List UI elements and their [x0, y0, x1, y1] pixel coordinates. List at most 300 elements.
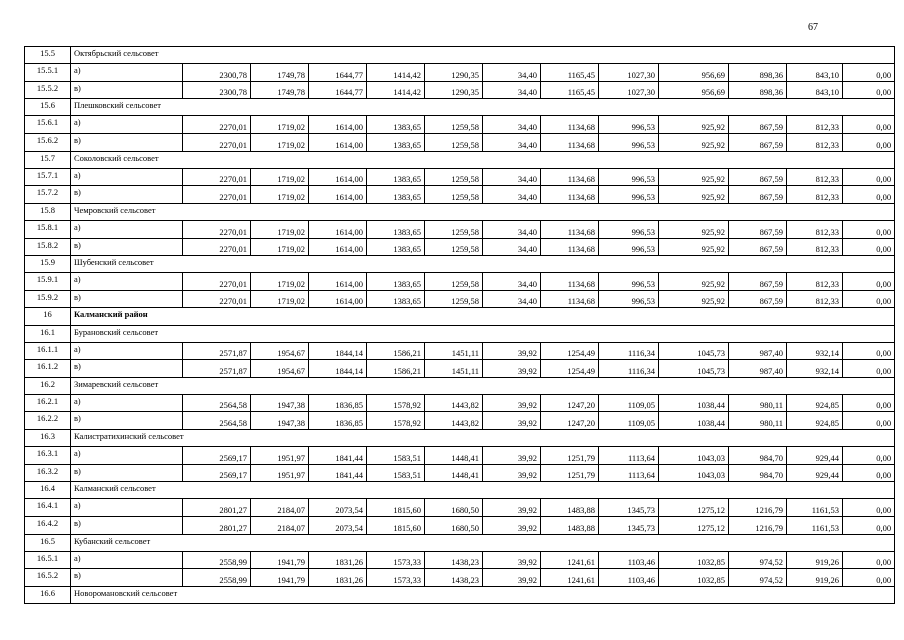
value-cell: 39,92 [483, 499, 541, 517]
value-cell: 2564,58 [183, 394, 251, 412]
value-cell: 1644,77 [309, 81, 367, 99]
value-cell: 1134,68 [541, 220, 599, 238]
value-cell: 984,70 [729, 464, 787, 482]
value-cell: 34,40 [483, 116, 541, 134]
value-cell: 1247,20 [541, 394, 599, 412]
value-cell: 0,00 [843, 569, 895, 587]
value-cell: 1027,30 [599, 81, 659, 99]
district-name: Калманский район [71, 308, 895, 325]
value-cell: 1941,79 [251, 569, 309, 587]
value-cell: 0,00 [843, 238, 895, 256]
row-label: в) [71, 186, 183, 204]
value-cell: 0,00 [843, 133, 895, 151]
value-cell: 1383,65 [367, 116, 425, 134]
value-cell: 1719,02 [251, 116, 309, 134]
table-row [25, 64, 895, 82]
value-cell: 1841,44 [309, 464, 367, 482]
value-cell: 1438,23 [425, 569, 483, 587]
row-label: а) [71, 116, 183, 134]
value-cell: 2571,87 [183, 360, 251, 378]
value-cell: 919,26 [787, 551, 843, 569]
value-cell: 0,00 [843, 412, 895, 430]
value-cell: 1161,53 [787, 499, 843, 517]
value-cell: 1844,14 [309, 360, 367, 378]
value-cell: 2073,54 [309, 499, 367, 517]
value-cell: 2184,07 [251, 517, 309, 535]
row-code: 16.1.1 [25, 342, 71, 360]
value-cell: 0,00 [843, 394, 895, 412]
table-body [25, 47, 895, 604]
section-code: 15.6 [25, 99, 71, 116]
value-cell: 2270,01 [183, 116, 251, 134]
value-cell: 812,33 [787, 186, 843, 204]
value-cell: 996,53 [599, 133, 659, 151]
value-cell: 0,00 [843, 64, 895, 82]
value-cell: 34,40 [483, 64, 541, 82]
value-cell: 1383,65 [367, 220, 425, 238]
value-cell: 2270,01 [183, 186, 251, 204]
value-cell: 1251,79 [541, 447, 599, 465]
value-cell: 1614,00 [309, 116, 367, 134]
value-cell: 0,00 [843, 168, 895, 186]
value-cell: 1290,35 [425, 81, 483, 99]
value-cell: 1259,58 [425, 186, 483, 204]
value-cell: 929,44 [787, 447, 843, 465]
value-cell: 2558,99 [183, 551, 251, 569]
value-cell: 1383,65 [367, 133, 425, 151]
value-cell: 1578,92 [367, 394, 425, 412]
value-cell: 1251,79 [541, 464, 599, 482]
value-cell: 1043,03 [659, 464, 729, 482]
row-label: в) [71, 464, 183, 482]
section-name: Бурановский сельсовет [71, 325, 895, 342]
value-cell: 932,14 [787, 342, 843, 360]
value-cell: 39,92 [483, 342, 541, 360]
value-cell: 0,00 [843, 517, 895, 535]
section-name: Октябрьский сельсовет [71, 47, 895, 64]
value-cell: 919,26 [787, 569, 843, 587]
value-cell: 867,59 [729, 290, 787, 308]
value-cell: 1483,88 [541, 517, 599, 535]
value-cell: 1038,44 [659, 412, 729, 430]
value-cell: 1719,02 [251, 290, 309, 308]
value-cell: 925,92 [659, 133, 729, 151]
value-cell: 1134,68 [541, 238, 599, 256]
value-cell: 1254,49 [541, 360, 599, 378]
row-code: 15.7.2 [25, 186, 71, 204]
value-cell: 1109,05 [599, 394, 659, 412]
value-cell: 0,00 [843, 116, 895, 134]
value-cell: 974,52 [729, 569, 787, 587]
value-cell: 925,92 [659, 290, 729, 308]
table-row [25, 517, 895, 535]
value-cell: 0,00 [843, 220, 895, 238]
value-cell: 1345,73 [599, 517, 659, 535]
value-cell: 1954,67 [251, 342, 309, 360]
value-cell: 1383,65 [367, 238, 425, 256]
value-cell: 996,53 [599, 273, 659, 291]
row-code: 15.9.1 [25, 273, 71, 291]
value-cell: 812,33 [787, 168, 843, 186]
row-label: а) [71, 499, 183, 517]
section-header-row [25, 377, 895, 394]
value-cell: 1719,02 [251, 186, 309, 204]
value-cell: 812,33 [787, 238, 843, 256]
value-cell: 925,92 [659, 116, 729, 134]
value-cell: 924,85 [787, 394, 843, 412]
row-code: 15.9.2 [25, 290, 71, 308]
value-cell: 1836,85 [309, 394, 367, 412]
value-cell: 2270,01 [183, 220, 251, 238]
value-cell: 2801,27 [183, 499, 251, 517]
value-cell: 0,00 [843, 551, 895, 569]
value-cell: 2270,01 [183, 168, 251, 186]
value-cell: 0,00 [843, 81, 895, 99]
section-header-row [25, 203, 895, 220]
value-cell: 1954,67 [251, 360, 309, 378]
section-code: 15.5 [25, 47, 71, 64]
section-code: 16 [25, 308, 71, 325]
value-cell: 996,53 [599, 168, 659, 186]
row-label: а) [71, 220, 183, 238]
row-label: а) [71, 168, 183, 186]
table-row [25, 116, 895, 134]
value-cell: 1586,21 [367, 342, 425, 360]
table-row [25, 412, 895, 430]
value-cell: 1443,82 [425, 394, 483, 412]
value-cell: 1719,02 [251, 238, 309, 256]
table-row [25, 238, 895, 256]
table-row [25, 168, 895, 186]
value-cell: 925,92 [659, 186, 729, 204]
value-cell: 2270,01 [183, 133, 251, 151]
row-code: 16.2.2 [25, 412, 71, 430]
value-cell: 1254,49 [541, 342, 599, 360]
value-cell: 39,92 [483, 360, 541, 378]
value-cell: 1749,78 [251, 81, 309, 99]
value-cell: 1831,26 [309, 551, 367, 569]
value-cell: 1448,41 [425, 464, 483, 482]
value-cell: 1383,65 [367, 186, 425, 204]
value-cell: 843,10 [787, 64, 843, 82]
district-header-row [25, 308, 895, 325]
page-number: 67 [808, 22, 818, 33]
value-cell: 2270,01 [183, 273, 251, 291]
value-cell: 39,92 [483, 447, 541, 465]
row-label: в) [71, 290, 183, 308]
value-cell: 1045,73 [659, 342, 729, 360]
row-code: 16.2.1 [25, 394, 71, 412]
value-cell: 867,59 [729, 116, 787, 134]
value-cell: 812,33 [787, 220, 843, 238]
value-cell: 929,44 [787, 464, 843, 482]
section-header-row [25, 99, 895, 116]
value-cell: 39,92 [483, 517, 541, 535]
value-cell: 0,00 [843, 342, 895, 360]
table-row [25, 569, 895, 587]
value-cell: 1103,46 [599, 551, 659, 569]
value-cell: 1383,65 [367, 168, 425, 186]
table-row [25, 81, 895, 99]
value-cell: 1134,68 [541, 186, 599, 204]
row-code: 15.7.1 [25, 168, 71, 186]
value-cell: 898,36 [729, 64, 787, 82]
value-cell: 1951,97 [251, 464, 309, 482]
value-cell: 0,00 [843, 290, 895, 308]
value-cell: 1134,68 [541, 133, 599, 151]
value-cell: 1241,61 [541, 551, 599, 569]
value-cell: 2569,17 [183, 464, 251, 482]
value-cell: 924,85 [787, 412, 843, 430]
value-cell: 996,53 [599, 238, 659, 256]
value-cell: 996,53 [599, 290, 659, 308]
value-cell: 0,00 [843, 360, 895, 378]
section-header-row [25, 47, 895, 64]
value-cell: 1116,34 [599, 342, 659, 360]
value-cell: 1841,44 [309, 447, 367, 465]
value-cell: 0,00 [843, 464, 895, 482]
value-cell: 1831,26 [309, 569, 367, 587]
value-cell: 898,36 [729, 81, 787, 99]
value-cell: 843,10 [787, 81, 843, 99]
value-cell: 34,40 [483, 133, 541, 151]
value-cell: 1947,38 [251, 412, 309, 430]
row-code: 15.8.1 [25, 220, 71, 238]
section-name: Кубанский сельсовет [71, 534, 895, 551]
value-cell: 1038,44 [659, 394, 729, 412]
value-cell: 1247,20 [541, 412, 599, 430]
value-cell: 1216,79 [729, 517, 787, 535]
section-code: 16.6 [25, 586, 71, 603]
value-cell: 925,92 [659, 273, 729, 291]
row-label: в) [71, 133, 183, 151]
value-cell: 1134,68 [541, 273, 599, 291]
value-cell: 34,40 [483, 168, 541, 186]
value-cell: 1383,65 [367, 273, 425, 291]
table-row [25, 290, 895, 308]
row-code: 16.4.1 [25, 499, 71, 517]
value-cell: 1614,00 [309, 186, 367, 204]
section-code: 16.2 [25, 377, 71, 394]
table-row [25, 360, 895, 378]
value-cell: 980,11 [729, 412, 787, 430]
table-row [25, 133, 895, 151]
value-cell: 925,92 [659, 168, 729, 186]
value-cell: 2184,07 [251, 499, 309, 517]
row-code: 15.6.1 [25, 116, 71, 134]
row-label: а) [71, 551, 183, 569]
table-row [25, 186, 895, 204]
section-code: 15.8 [25, 203, 71, 220]
value-cell: 1103,46 [599, 569, 659, 587]
value-cell: 2300,78 [183, 64, 251, 82]
section-name: Зимаревский сельсовет [71, 377, 895, 394]
value-cell: 987,40 [729, 360, 787, 378]
value-cell: 1719,02 [251, 168, 309, 186]
value-cell: 1216,79 [729, 499, 787, 517]
value-cell: 1113,64 [599, 447, 659, 465]
value-cell: 812,33 [787, 133, 843, 151]
value-cell: 1749,78 [251, 64, 309, 82]
value-cell: 1259,58 [425, 133, 483, 151]
value-cell: 1134,68 [541, 168, 599, 186]
table-row [25, 464, 895, 482]
table-row [25, 220, 895, 238]
value-cell: 2270,01 [183, 290, 251, 308]
section-name: Новоромановский сельсовет [71, 586, 895, 603]
section-name: Плешковский сельсовет [71, 99, 895, 116]
value-cell: 0,00 [843, 273, 895, 291]
value-cell: 1134,68 [541, 290, 599, 308]
value-cell: 1614,00 [309, 238, 367, 256]
value-cell: 0,00 [843, 186, 895, 204]
section-name: Соколовский сельсовет [71, 151, 895, 168]
value-cell: 956,69 [659, 81, 729, 99]
value-cell: 1644,77 [309, 64, 367, 82]
table-row [25, 394, 895, 412]
value-cell: 932,14 [787, 360, 843, 378]
value-cell: 1045,73 [659, 360, 729, 378]
row-code: 16.3.1 [25, 447, 71, 465]
table-row [25, 447, 895, 465]
value-cell: 1113,64 [599, 464, 659, 482]
value-cell: 1259,58 [425, 168, 483, 186]
value-cell: 34,40 [483, 273, 541, 291]
row-label: в) [71, 81, 183, 99]
value-cell: 34,40 [483, 81, 541, 99]
value-cell: 39,92 [483, 551, 541, 569]
section-code: 16.3 [25, 430, 71, 447]
value-cell: 1345,73 [599, 499, 659, 517]
row-code: 15.8.2 [25, 238, 71, 256]
value-cell: 1583,51 [367, 447, 425, 465]
value-cell: 2801,27 [183, 517, 251, 535]
value-cell: 0,00 [843, 447, 895, 465]
section-code: 15.9 [25, 256, 71, 273]
section-header-row [25, 256, 895, 273]
section-header-row [25, 482, 895, 499]
value-cell: 867,59 [729, 220, 787, 238]
value-cell: 1451,11 [425, 360, 483, 378]
section-name: Шубенский сельсовет [71, 256, 895, 273]
value-cell: 812,33 [787, 273, 843, 291]
value-cell: 1259,58 [425, 238, 483, 256]
value-cell: 1032,85 [659, 551, 729, 569]
value-cell: 1719,02 [251, 220, 309, 238]
value-cell: 2300,78 [183, 81, 251, 99]
row-code: 16.5.1 [25, 551, 71, 569]
value-cell: 1259,58 [425, 290, 483, 308]
tariff-table [24, 46, 895, 604]
row-label: в) [71, 360, 183, 378]
value-cell: 2073,54 [309, 517, 367, 535]
value-cell: 1241,61 [541, 569, 599, 587]
row-code: 16.3.2 [25, 464, 71, 482]
value-cell: 1844,14 [309, 342, 367, 360]
value-cell: 1448,41 [425, 447, 483, 465]
value-cell: 1951,97 [251, 447, 309, 465]
value-cell: 2270,01 [183, 238, 251, 256]
row-label: в) [71, 238, 183, 256]
value-cell: 1443,82 [425, 412, 483, 430]
row-label: в) [71, 412, 183, 430]
value-cell: 1161,53 [787, 517, 843, 535]
value-cell: 996,53 [599, 116, 659, 134]
section-header-row [25, 151, 895, 168]
row-label: а) [71, 273, 183, 291]
value-cell: 1259,58 [425, 273, 483, 291]
value-cell: 956,69 [659, 64, 729, 82]
value-cell: 1614,00 [309, 273, 367, 291]
section-name: Чемровский сельсовет [71, 203, 895, 220]
value-cell: 1259,58 [425, 116, 483, 134]
section-header-row [25, 325, 895, 342]
value-cell: 1109,05 [599, 412, 659, 430]
value-cell: 1680,50 [425, 499, 483, 517]
row-label: а) [71, 394, 183, 412]
value-cell: 1414,42 [367, 81, 425, 99]
section-header-row [25, 430, 895, 447]
table-row [25, 551, 895, 569]
value-cell: 2571,87 [183, 342, 251, 360]
row-code: 15.6.2 [25, 133, 71, 151]
value-cell: 1275,12 [659, 499, 729, 517]
value-cell: 1134,68 [541, 116, 599, 134]
row-code: 15.5.2 [25, 81, 71, 99]
table-row [25, 342, 895, 360]
value-cell: 1614,00 [309, 168, 367, 186]
row-label: в) [71, 569, 183, 587]
value-cell: 1614,00 [309, 133, 367, 151]
value-cell: 1438,23 [425, 551, 483, 569]
value-cell: 39,92 [483, 412, 541, 430]
row-label: а) [71, 447, 183, 465]
value-cell: 1614,00 [309, 290, 367, 308]
table-row [25, 273, 895, 291]
row-label: а) [71, 342, 183, 360]
value-cell: 1947,38 [251, 394, 309, 412]
value-cell: 1573,33 [367, 569, 425, 587]
value-cell: 39,92 [483, 569, 541, 587]
value-cell: 1290,35 [425, 64, 483, 82]
value-cell: 1275,12 [659, 517, 729, 535]
section-code: 16.5 [25, 534, 71, 551]
value-cell: 1583,51 [367, 464, 425, 482]
value-cell: 1483,88 [541, 499, 599, 517]
value-cell: 867,59 [729, 273, 787, 291]
value-cell: 1027,30 [599, 64, 659, 82]
row-label: в) [71, 517, 183, 535]
value-cell: 2564,58 [183, 412, 251, 430]
row-code: 15.5.1 [25, 64, 71, 82]
value-cell: 0,00 [843, 499, 895, 517]
value-cell: 1578,92 [367, 412, 425, 430]
value-cell: 1815,60 [367, 499, 425, 517]
value-cell: 1815,60 [367, 517, 425, 535]
value-cell: 34,40 [483, 186, 541, 204]
value-cell: 987,40 [729, 342, 787, 360]
value-cell: 974,52 [729, 551, 787, 569]
value-cell: 1836,85 [309, 412, 367, 430]
value-cell: 34,40 [483, 238, 541, 256]
value-cell: 925,92 [659, 238, 729, 256]
value-cell: 1165,45 [541, 81, 599, 99]
value-cell: 1043,03 [659, 447, 729, 465]
value-cell: 1680,50 [425, 517, 483, 535]
row-code: 16.5.2 [25, 569, 71, 587]
value-cell: 812,33 [787, 290, 843, 308]
value-cell: 2558,99 [183, 569, 251, 587]
